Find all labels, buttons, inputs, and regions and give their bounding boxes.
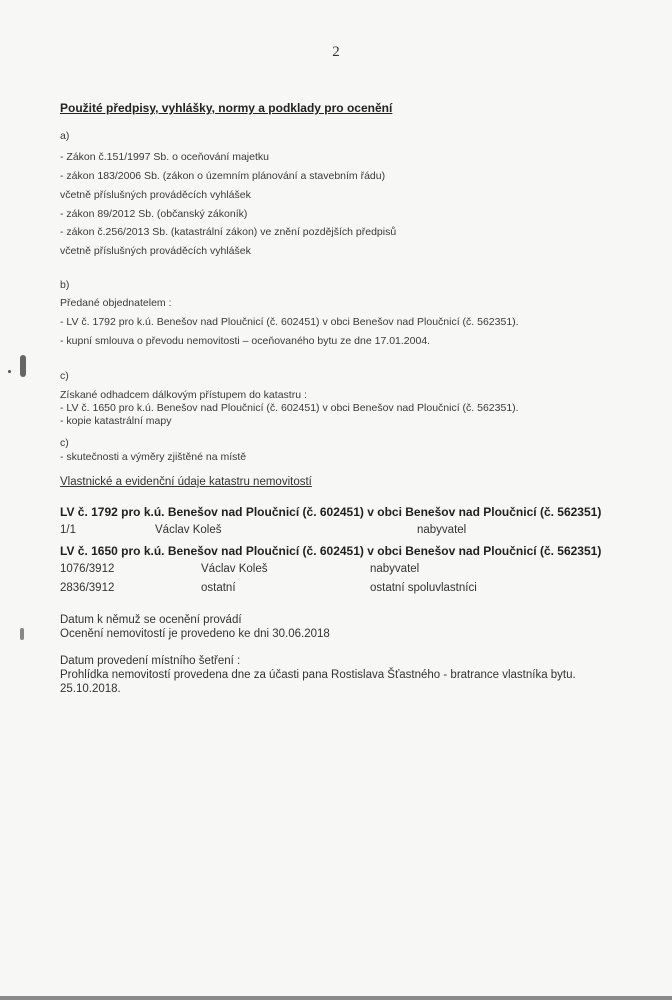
list-item: - kupní smlouva o převodu nemovitosti – oceňovaného bytu ze dne 17.01.2004. <box>60 335 431 347</box>
list-item: - skutečnosti a výměry zjištěné na místě <box>60 451 247 463</box>
lv-1650-title: LV č. 1650 pro k.ú. Benešov nad Ploučnicí (č. 602451) v obci Benešov nad Ploučnicí (č. 562351) <box>60 544 602 558</box>
lv-1792-title: LV č. 1792 pro k.ú. Benešov nad Ploučnicí (č. 602451) v obci Benešov nad Ploučnicí (č. 562351) <box>60 505 602 519</box>
punch-hole-mark <box>20 355 26 377</box>
valuation-date-text: Ocenění nemovitostí je provedeno ke dni 30.06.2018 <box>60 628 330 640</box>
list-item: - LV č. 1792 pro k.ú. Benešov nad Ploučnicí (č. 602451) v obci Benešov nad Ploučnicí (č. 562351). <box>60 316 519 328</box>
list-item: včetně příslušných prováděcích vyhlášek <box>60 189 251 201</box>
scan-edge-line <box>0 996 672 1000</box>
owner-role: ostatní spoluvlastníci <box>370 582 477 594</box>
owner-share: 1/1 <box>60 524 76 536</box>
owner-name: ostatní <box>201 582 236 594</box>
list-item: včetně příslušných prováděcích vyhlášek <box>60 245 251 257</box>
owner-name: Václav Koleš <box>155 524 222 536</box>
section-heading-cadastre: Vlastnické a evidenční údaje katastru nemovitostí <box>60 476 312 488</box>
label-c-second: c) <box>60 437 69 449</box>
valuation-date-label: Datum k němuž se ocenění provádí <box>60 614 242 626</box>
owner-role: nabyvatel <box>370 563 420 575</box>
list-item: - LV č. 1650 pro k.ú. Benešov nad Ploučnicí (č. 602451) v obci Benešov nad Ploučnicí (č. 562351). <box>60 402 519 414</box>
survey-date-label: Datum provedení místního šetření : <box>60 655 241 667</box>
list-item: - kopie katastrální mapy <box>60 415 172 427</box>
list-item: - zákon 89/2012 Sb. (občanský zákoník) <box>60 208 248 220</box>
remote-access-label: Získané odhadcem dálkovým přístupem do katastru : <box>60 389 307 401</box>
survey-text: Prohlídka nemovitostí provedena dne za účasti pana Rostislava Šťastného - bratrance vlastníka bytu. <box>60 669 576 681</box>
scan-speck-mark <box>8 370 11 373</box>
owner-name: Václav Koleš <box>201 563 268 575</box>
provided-by-client-label: Předané objednatelem : <box>60 297 172 309</box>
label-a: a) <box>60 130 70 142</box>
punch-hole-mark <box>20 628 24 640</box>
section-heading-regulations: Použité předpisy, vyhlášky, normy a podklady pro ocenění <box>60 101 393 115</box>
label-b: b) <box>60 279 70 291</box>
owner-share: 1076/3912 <box>60 563 115 575</box>
list-item: - zákon 183/2006 Sb. (zákon o územním plánování a stavebním řádu) <box>60 170 386 182</box>
owner-share: 2836/3912 <box>60 582 115 594</box>
label-c: c) <box>60 370 69 382</box>
list-item: - Zákon č.151/1997 Sb. o oceňování majetku <box>60 151 269 163</box>
owner-role: nabyvatel <box>417 524 467 536</box>
page-number: 2 <box>332 44 340 60</box>
survey-date: 25.10.2018. <box>60 683 121 695</box>
list-item: - zákon č.256/2013 Sb. (katastrální zákon) ve znění pozdějších předpisů <box>60 226 397 238</box>
